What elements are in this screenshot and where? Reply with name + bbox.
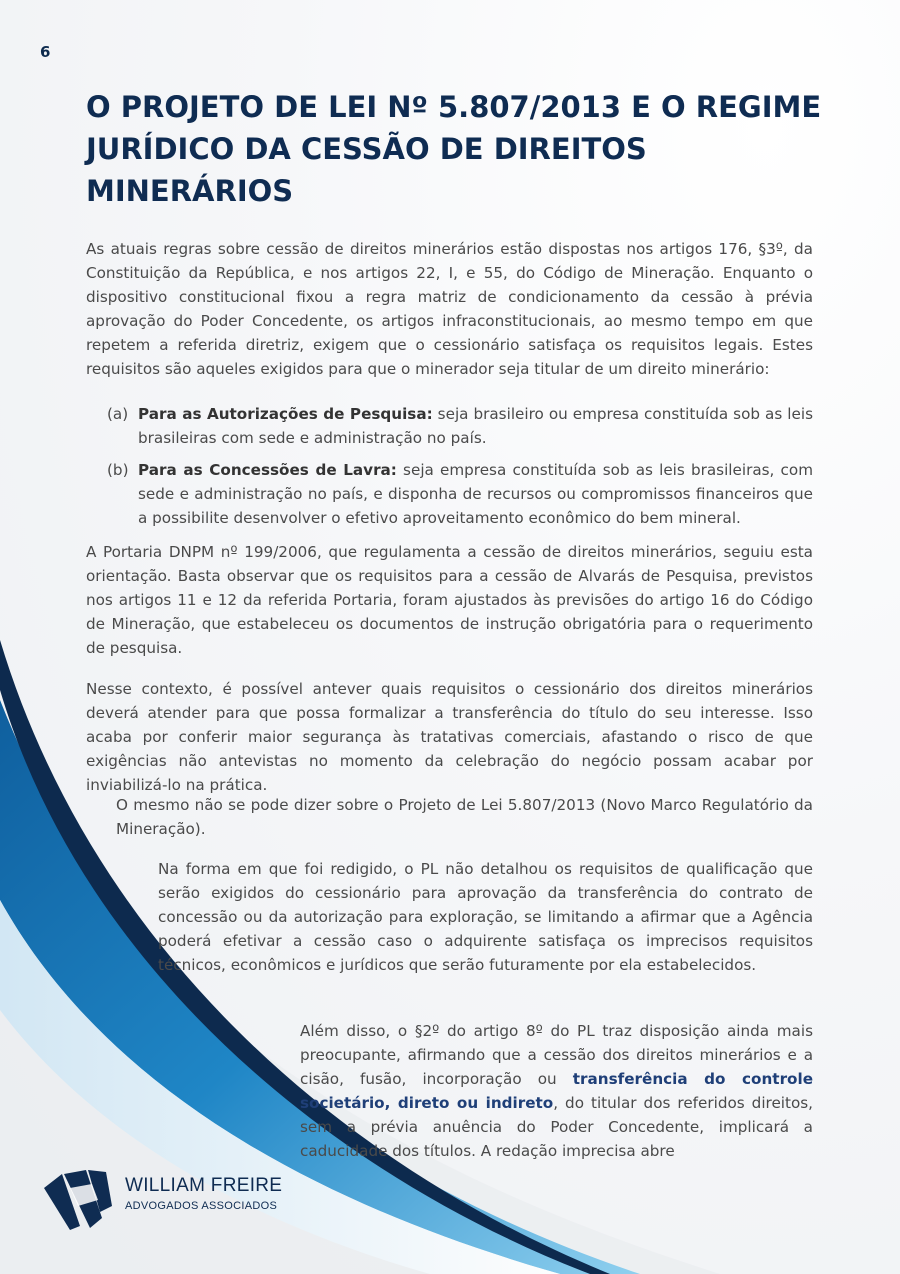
logo-subtitle: ADVOGADOS ASSOCIADOS: [125, 1200, 278, 1212]
intro-paragraph: As atuais regras sobre cessão de direitos minerários estão dispostas nos artigos 176, §3º, da Constituição da República, e nos artigos 22, I, e 55, do Código de Mineração. Enquanto o dispositivo constitucional fixou a regra matriz de condicionamento da cessão à prévia aprovação do Poder Concedente, os artigos infraconstitucionais, ao mesmo tempo em que repetem a referida diretriz, exigem que o cessionário satisfaça os requisitos legais. Estes requisitos são aqueles exigidos para que o minerador seja titular de um direito minerário:: [86, 240, 813, 378]
list-item-content: [138, 402, 813, 450]
forma-paragraph: Na forma em que foi redigido, o PL não detalhou os requisitos de qualificação que serão exigidos do cessionário para aprovação da transferência do contrato de concessão ou da autorização para exploração, se limitando a afirmar que a Agência poderá efetivar a cessão caso o adquirente satisfaça os imprecisos requisitos técnicos, econômicos e jurídicos que serão futuramente por ela estabelecidos.: [158, 860, 813, 974]
list-item: [107, 458, 813, 530]
alem-text-after: , do titular dos referidos direitos, sem a prévia anuência do Poder Concedente, implicará a caducidade dos títulos. A redação imprecisa abre: [300, 1094, 813, 1160]
alem-paragraph: [300, 1019, 813, 1163]
list-item-content: [138, 458, 813, 530]
contexto-paragraph: Nesse contexto, é possível antever quais requisitos o cessionário dos direitos minerários deverá atender para que possa formalizar a transferência do título do seu interesse. Isso acaba por conferir maior segurança às tratativas comerciais, afastando o risco de que exigências não antevistas no momento da celebração do negócio possam acabar por inviabilizá-lo na prática.: [86, 680, 813, 794]
alem-highlight: transferência do controle societário, direto ou indireto: [300, 1070, 813, 1112]
alem-text-before: Além disso, o §2º do artigo 8º do PL traz disposição ainda mais preocupante, afirmando que a cessão dos direitos minerários e a cisão, fusão, incorporação ou: [300, 1022, 813, 1088]
page-title: O PROJETO DE LEI Nº 5.807/2013 E O REGIME JURÍDICO DA CESSÃO DE DIREITOS MINERÁRIOS: [86, 90, 822, 208]
list-marker: (a): [107, 405, 129, 423]
portaria-paragraph: A Portaria DNPM nº 199/2006, que regulamenta a cessão de direitos minerários, seguiu esta orientação. Basta observar que os requisitos para a cessão de Alvarás de Pesquisa, previstos nos artigos 11 e 12 da referida Portaria, foram ajustados às previsões do artigo 16 do Código de Mineração, que estabeleceu os documentos de instrução obrigatória para o requerimento de pesquisa.: [86, 543, 813, 657]
list-item: [107, 402, 813, 450]
list-item-lead: Para as Concessões de Lavra:: [138, 461, 397, 479]
mesmo-paragraph: O mesmo não se pode dizer sobre o Projeto de Lei 5.807/2013 (Novo Marco Regulatório da Mineração).: [116, 796, 813, 838]
logo-name: WILLIAM FREIRE: [125, 1175, 283, 1196]
list-marker: (b): [107, 461, 129, 479]
list-item-lead: Para as Autorizações de Pesquisa:: [138, 405, 433, 423]
list-item-text: seja empresa constituída sob as leis brasileiras, com sede e administração no país, e disponha de recursos ou compromissos financeiros que a possibilite desenvolver o efetivo aproveitamento econômico do bem mineral.: [138, 461, 813, 527]
list-item-text: seja brasileiro ou empresa constituída sob as leis brasileiras com sede e administração no país.: [138, 405, 813, 447]
page-number: 6: [40, 43, 51, 61]
